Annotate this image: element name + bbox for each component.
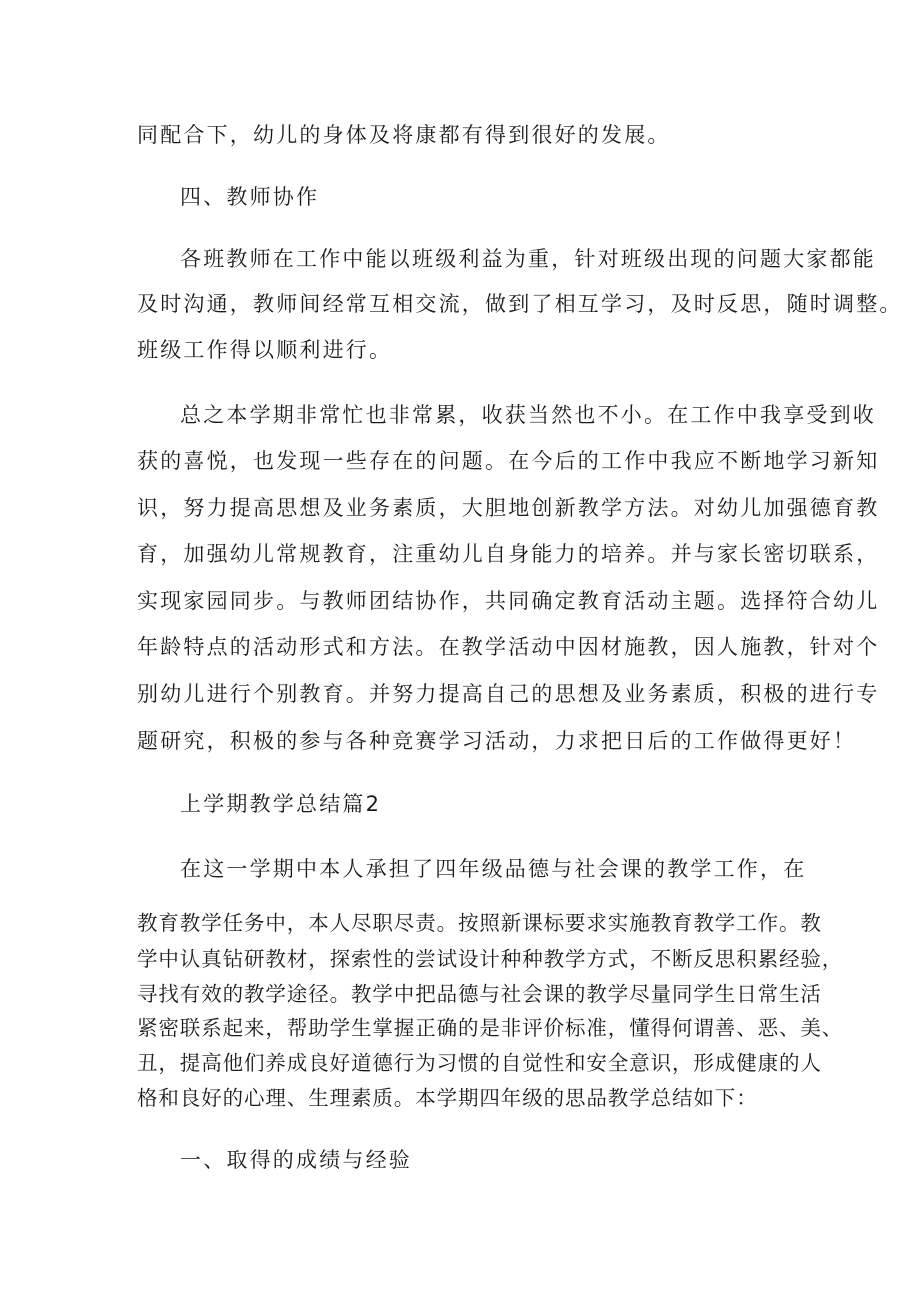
paragraph-line: 班级工作得以顺利进行。 (137, 338, 393, 362)
paragraph-line: 识，努力提高思想及业务素质，大胆地创新教学方法。对幼儿加强德育教 (137, 496, 880, 520)
paragraph-line: 题研究，积极的参与各种竞赛学习活动，力求把日后的工作做得更好！ (137, 729, 857, 753)
section-heading-teacher-cooperation: 四、教师协作 (180, 185, 320, 209)
paragraph-line: 教育教学任务中，本人尽职尽责。按照新课标要求实施教育教学工作。教 (137, 911, 822, 935)
section-title-part2: 上学期教学总结篇2 (180, 792, 382, 816)
paragraph-line: 丑，提高他们养成良好道德行为习惯的自觉性和安全意识，形成健康的人 (137, 1051, 822, 1075)
paragraph-line: 育，加强幼儿常规教育，注重幼儿自身能力的培养。并与家长密切联系， (137, 542, 880, 566)
paragraph-line: 及时沟通，教师间经常互相交流，做到了相互学习，及时反思，随时调整。 (137, 292, 903, 316)
paragraph-line: 年龄特点的活动形式和方法。在教学活动中因材施教，因人施教，针对个 (137, 635, 880, 659)
paragraph-line: 紧密联系起来，帮助学生掌握正确的是非评价标准，懂得何谓善、恶、美、 (137, 1016, 844, 1040)
paragraph-line: 同配合下，幼儿的身体及将康都有得到很好的发展。 (137, 123, 671, 147)
paragraph-line: 别幼儿进行个别教育。并努力提高自己的思想及业务素质，积极的进行专 (137, 682, 880, 706)
section-heading-achievements: 一、取得的成绩与经验 (180, 1148, 412, 1172)
paragraph-line: 寻找有效的教学途径。教学中把品德与社会课的教学尽量同学生日常生活 (137, 982, 822, 1006)
paragraph-line: 实现家园同步。与教师团结协作，共同确定教育活动主题。选择符合幼儿 (137, 589, 880, 613)
paragraph-line: 总之本学期非常忙也非常累，收获当然也不小。在工作中我享受到收 (180, 403, 876, 427)
paragraph-line: 获的喜悦，也发现一些存在的问题。在今后的工作中我应不断地学习新知 (137, 449, 880, 473)
paragraph-line: 学中认真钻研教材，探索性的尝试设计种种教学方式，不断反思积累经验， (137, 947, 844, 971)
paragraph-line: 各班教师在工作中能以班级利益为重，针对班级出现的问题大家都能 (180, 247, 876, 271)
paragraph-line: 在这一学期中本人承担了四年级品德与社会课的教学工作，在 (180, 857, 807, 881)
paragraph-line: 格和良好的心理、生理素质。本学期四年级的思品教学总结如下： (137, 1086, 758, 1110)
